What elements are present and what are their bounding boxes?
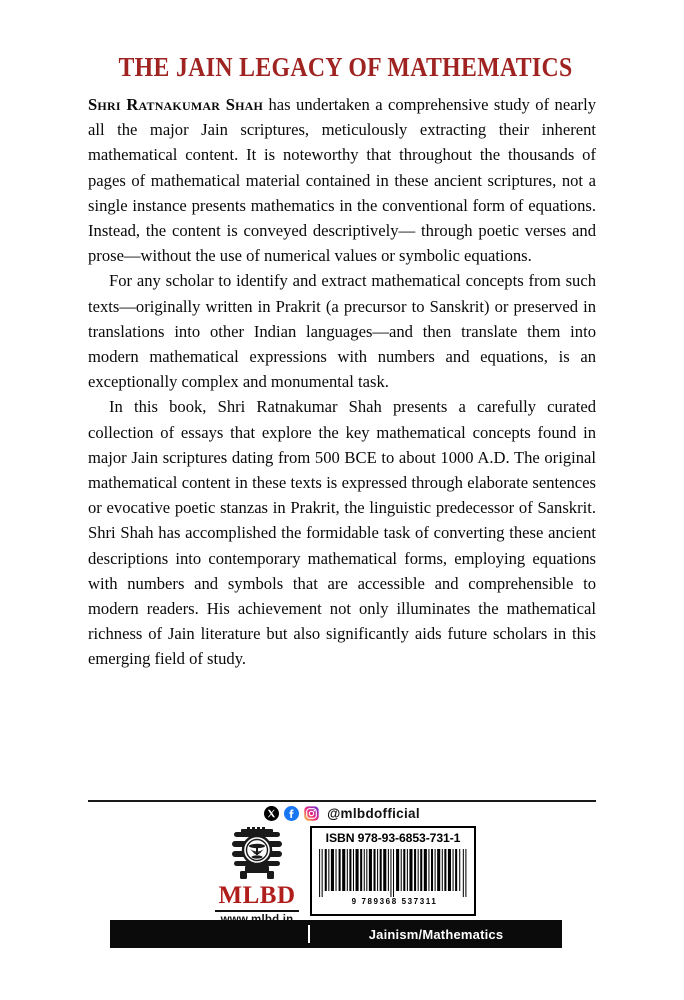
author-name-lead: Shri Ratnakumar Shah (88, 95, 264, 114)
blurb-paragraph-1 (88, 92, 596, 268)
page-title: THE JAIN LEGACY OF MATHEMATICS (118, 52, 573, 82)
logo-underline (215, 910, 299, 912)
barcode-digits: 9 789368 537311 (351, 897, 438, 906)
isbn-label: ISBN 978-93-6853-731-1 (325, 831, 461, 845)
footer-divider (88, 800, 596, 802)
social-media-row (88, 804, 596, 822)
isbn-barcode-box (310, 826, 476, 916)
social-handle-label[interactable]: @mlbdofficial (327, 805, 420, 821)
x-twitter-icon[interactable] (264, 806, 279, 821)
publisher-wordmark: MLBD (218, 882, 296, 909)
blurb-paragraph-3: In this book, Shri Ratnakumar Shah presents a carefully curated collection of essays that explore the key mathematical concepts found in major Jain scriptures dating from 500 BCE to about 1000 A.D. The original mathematical content in these texts is expressed through elaborate sentences or evocative poetic stanzas in Prakrit, the linguistic predecessor of Sanskrit. Shri Shah has accomplished the formidable task of converting these ancient descriptions into contemporary mathematical forms, employing equations with numbers and symbols that are accessible and comprehensible to modern readers. His achievement not only illuminates the mathematical richness of Jain literature but also significantly aids future scholars in this emerging field of study. (88, 397, 596, 669)
instagram-icon[interactable] (304, 806, 319, 821)
mlbd-emblem-icon (226, 826, 288, 882)
publisher-logo[interactable] (213, 826, 301, 927)
blurb-paragraph-1-body: has undertaken a comprehensive study of nearly all the major Jain scriptures, meticulously extracting their inherent mathematical content. It is noteworthy that throughout the thousands of pages of mathematical material contained in these ancient scriptures, not a single instance presents mathematics in the conventional form of equations. Instead, the content is conveyed descriptively— through poetic verses and prose—without the use of numerical values or symbolic equations. (88, 95, 596, 266)
footer-block (88, 824, 596, 964)
barcode-image (316, 849, 470, 897)
subject-category-label: Jainism/Mathematics (368, 926, 504, 942)
facebook-icon[interactable] (284, 806, 299, 821)
subject-category-bar (110, 920, 562, 948)
blurb-paragraph-2: For any scholar to identify and extract mathematical concepts from such texts—originally written in Prakrit (a precursor to Sanskrit) or preserved in translations into other Indian languages—and then translate them into modern mathematical expressions with numbers and equations, is an exceptionally complex and monumental task. (88, 271, 596, 392)
blurb-text-block (88, 92, 596, 672)
